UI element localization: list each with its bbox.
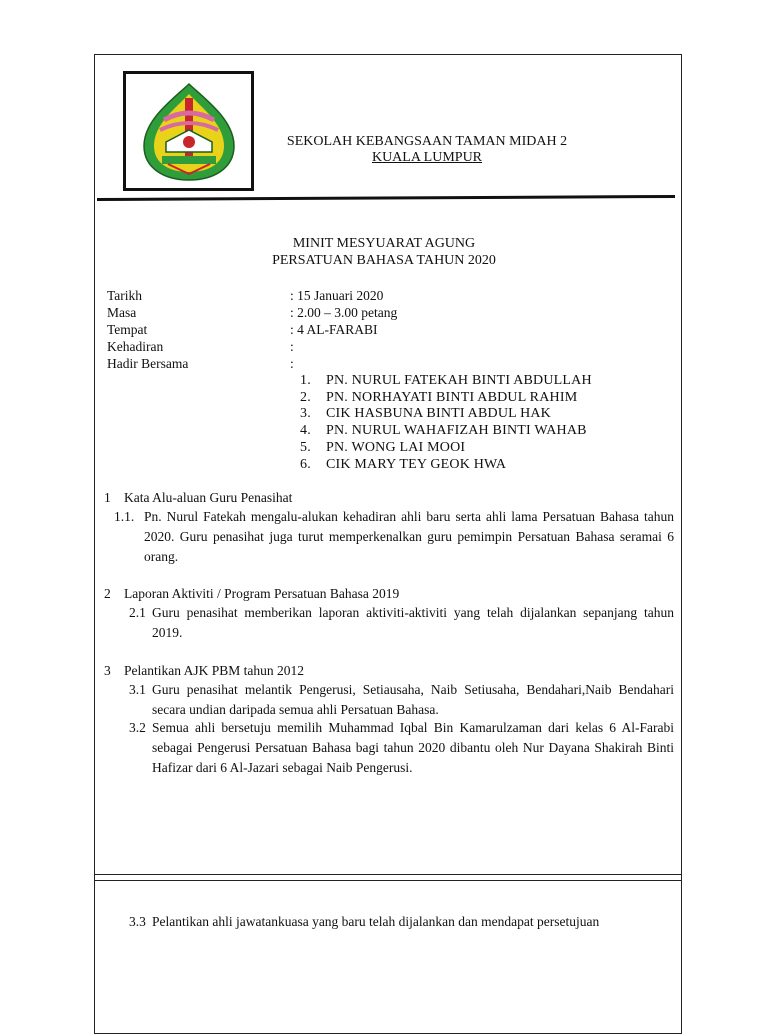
page-2-frame — [94, 874, 682, 1034]
section-heading-1: 1 Kata Alu-aluan Guru Penasihat — [104, 490, 293, 505]
paragraph-2-1: 2.1 Guru penasihat memberikan laporan aktiviti-aktiviti yang telah dijalankan sepanjang tahun 2019. — [129, 605, 674, 640]
document-subtitle: PERSATUAN BAHASA TAHUN 2020 — [272, 253, 496, 268]
school-name: SEKOLAH KEBANGSAAN TAMAN MIDAH 2 — [286, 134, 568, 149]
meta-label-date: Tarikh — [107, 288, 143, 303]
meta-value-time: : 2.00 – 3.00 petang — [290, 305, 398, 320]
meta-value-venue: : 4 AL-FARABI — [290, 322, 378, 337]
meta-value-present-with: : — [290, 356, 294, 371]
meta-label-present-with: Hadir Bersama — [107, 356, 189, 371]
attendee-item: 6. CIK MARY TEY GEOK HWA — [300, 457, 507, 472]
meta-value-date: : 15 Januari 2020 — [290, 288, 384, 303]
school-city: KUALA LUMPUR — [371, 150, 483, 165]
attendee-item: 5. PN. WONG LAI MOOI — [300, 440, 466, 455]
attendee-item: 2. PN. NORHAYATI BINTI ABDUL RAHIM — [300, 390, 578, 405]
school-crest-logo — [140, 80, 238, 184]
document-title: MINIT MESYUARAT AGUNG — [292, 236, 476, 251]
paragraph-1-1: 1.1. Pn. Nurul Fatekah mengalu-alukan kehadiran ahli baru serta ahli lama Persatuan Bahasa tahun 2020. Guru penasihat juga turut memperkenalkan guru pemimpin Persatuan Bahasa seramai 6 orang. — [114, 509, 674, 564]
section-heading-2: 2 Laporan Aktiviti / Program Persatuan Bahasa 2019 — [104, 586, 400, 601]
meta-label-attendance: Kehadiran — [107, 339, 164, 354]
meta-value-attendance: : — [290, 339, 294, 354]
meta-label-venue: Tempat — [107, 322, 148, 337]
attendee-item: 3. CIK HASBUNA BINTI ABDUL HAK — [300, 406, 551, 421]
section-heading-3: 3 Pelantikan AJK PBM tahun 2012 — [104, 663, 305, 678]
paragraph-3-1: 3.1 Guru penasihat melantik Pengerusi, Setiausaha, Naib Setiusaha, Bendahari,Naib Bendahari secara undian daripada semua ahli Persatuan Bahasa. — [129, 682, 674, 717]
attendee-item: 1. PN. NURUL FATEKAH BINTI ABDULLAH — [300, 373, 592, 388]
meta-label-time: Masa — [107, 305, 137, 320]
school-logo-box — [123, 71, 254, 191]
paragraph-3-3: 3.3 Pelantikan ahli jawatankuasa yang baru telah dijalankan dan mendapat persetujuan — [129, 914, 600, 929]
paragraph-3-2: 3.2 Semua ahli bersetuju memilih Muhammad Iqbal Bin Kamarulzaman dari kelas 6 Al-Farabi sebagai Pengerusi Persatuan Bahasa bagi tahun 2020 dibantu oleh Nur Dayana Shakirah Binti Hafizar dari 6 Al-Jazari sebagai Naib Pengerusi. — [129, 720, 674, 775]
attendee-item: 4. PN. NURUL WAHAFIZAH BINTI WAHAB — [300, 423, 587, 438]
page-break-line — [94, 880, 682, 881]
